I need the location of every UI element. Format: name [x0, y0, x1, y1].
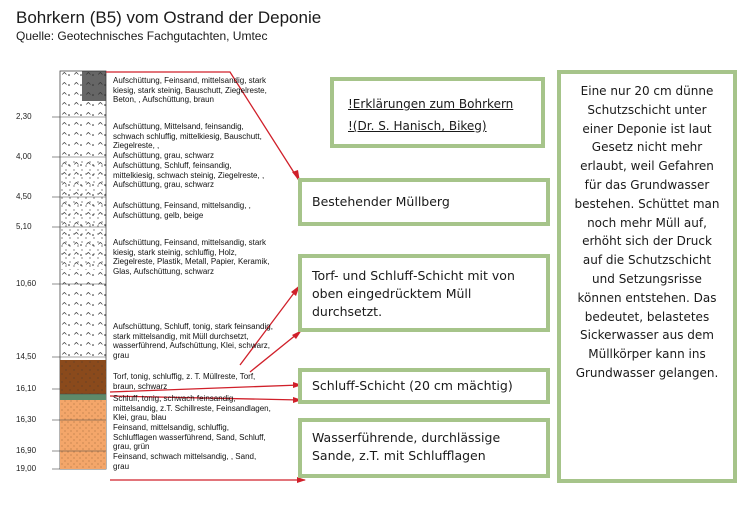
- explanation-panel: [557, 70, 737, 483]
- depth-label: 10,60: [16, 279, 37, 288]
- depth-label: 4,00: [16, 152, 32, 161]
- page-title: Bohrkern (B5) vom Ostrand der Deponie: [16, 8, 322, 27]
- box-schluff-text: Schluff-Schicht (20 cm mächtig): [312, 378, 513, 393]
- legend-box: [330, 77, 545, 148]
- depth-label: 5,10: [16, 222, 32, 231]
- layer-description: Feinsand, schwach mittelsandig, , Sand, grau: [113, 452, 257, 471]
- box-schluff: [298, 368, 550, 404]
- depth-label: 19,00: [16, 464, 37, 473]
- layer-description: Aufschüttung, Mittelsand, feinsandig, schwach schluffig, mittelkiesig, Bauschutt, Ziegelreste, ,: [113, 122, 262, 151]
- depth-label: 16,90: [16, 446, 37, 455]
- layer-description: Aufschüttung, Schluff, tonig, stark feinsandig, stark mittelsandig, mit Müll durchsetzt, wasserführend, Aufschüttung, Klei, schwarz, grau: [113, 322, 273, 360]
- layer-description: Aufschüttung, Schluff, feinsandig, mittelkiesig, schwach steinig, Ziegelreste, , Aufschüttung, grau, schwarz: [113, 161, 265, 190]
- depth-label: 14,50: [16, 352, 37, 361]
- source-line: Quelle: Geotechnisches Fachgutachten, Umtec: [16, 29, 268, 43]
- explanation-text: Eine nur 20 cm dünne Schutzschicht unter einer Deponie ist laut Gesetz nicht mehr erlaubt, weil Gefahren für das Grundwasser bestehen. Schüttet man noch mehr Müll auf, erhöht sich der Druck auf die Schutzschicht und Setzungsrisse können entstehen. Das bedeutet, belastetes Sickerwasser aus dem Müllkörper kann ins Grundwasser gelangen.: [574, 84, 720, 380]
- box-torf-schluff-text: Torf- und Schluff-Schicht mit von oben eingedrücktem Müll durchsetzt.: [312, 268, 515, 319]
- layer-fill-dots: [60, 160, 106, 270]
- depth-label: 4,50: [16, 192, 32, 201]
- layer-description: Schluff, tonig, schwach feinsandig, mittelsandig, z.T. Schillreste, Feinsandlagen, Klei, grau, blau: [113, 394, 271, 423]
- box-torf-schluff: [298, 254, 550, 332]
- box-muellberg: [298, 178, 550, 226]
- layer-silt: [60, 394, 106, 400]
- legend-author: !(Dr. S. Hanisch, Bikeg): [348, 119, 487, 133]
- box-muellberg-text: Bestehender Müllberg: [312, 194, 450, 209]
- depth-label: 2,30: [16, 112, 32, 121]
- layer-description: Aufschüttung, Feinsand, mittelsandig, , Aufschüttung, gelb, beige: [113, 201, 251, 220]
- layer-description: Aufschüttung, Feinsand, mittelsandig, stark kiesig, stark steinig, Bauschutt, Ziegelreste, Beton, , Aufschüttung, braun: [113, 76, 267, 105]
- layer-description: Torf, tonig, schluffig, z. T. Müllreste, Torf, braun, schwarz: [113, 372, 256, 391]
- layer-description: Feinsand, mittelsandig, schluffig, Schlufflagen wasserführend, Sand, Schluff, grau, grün: [113, 423, 266, 452]
- layer-description: Aufschüttung, Feinsand, mittelsandig, stark kiesig, stark steinig, schluffig, Holz, Ziegelreste, Plastik, Metall, Papier, Keramik, Glas, Aufschüttung, schwarz: [113, 238, 270, 276]
- box-sande: [298, 418, 550, 478]
- box-sande-text: Wasserführende, durchlässige Sande, z.T. mit Schlufflagen: [312, 430, 501, 463]
- depth-label: 16,30: [16, 415, 37, 424]
- legend-title: !Erklärungen zum Bohrkern: [348, 97, 514, 111]
- depth-label: 16,10: [16, 384, 37, 393]
- layer-peat-dots: [60, 360, 106, 394]
- layer-hatched-top: [82, 71, 106, 101]
- layer-sand: [60, 400, 106, 469]
- layer-description: Aufschüttung, grau, schwarz: [113, 151, 214, 160]
